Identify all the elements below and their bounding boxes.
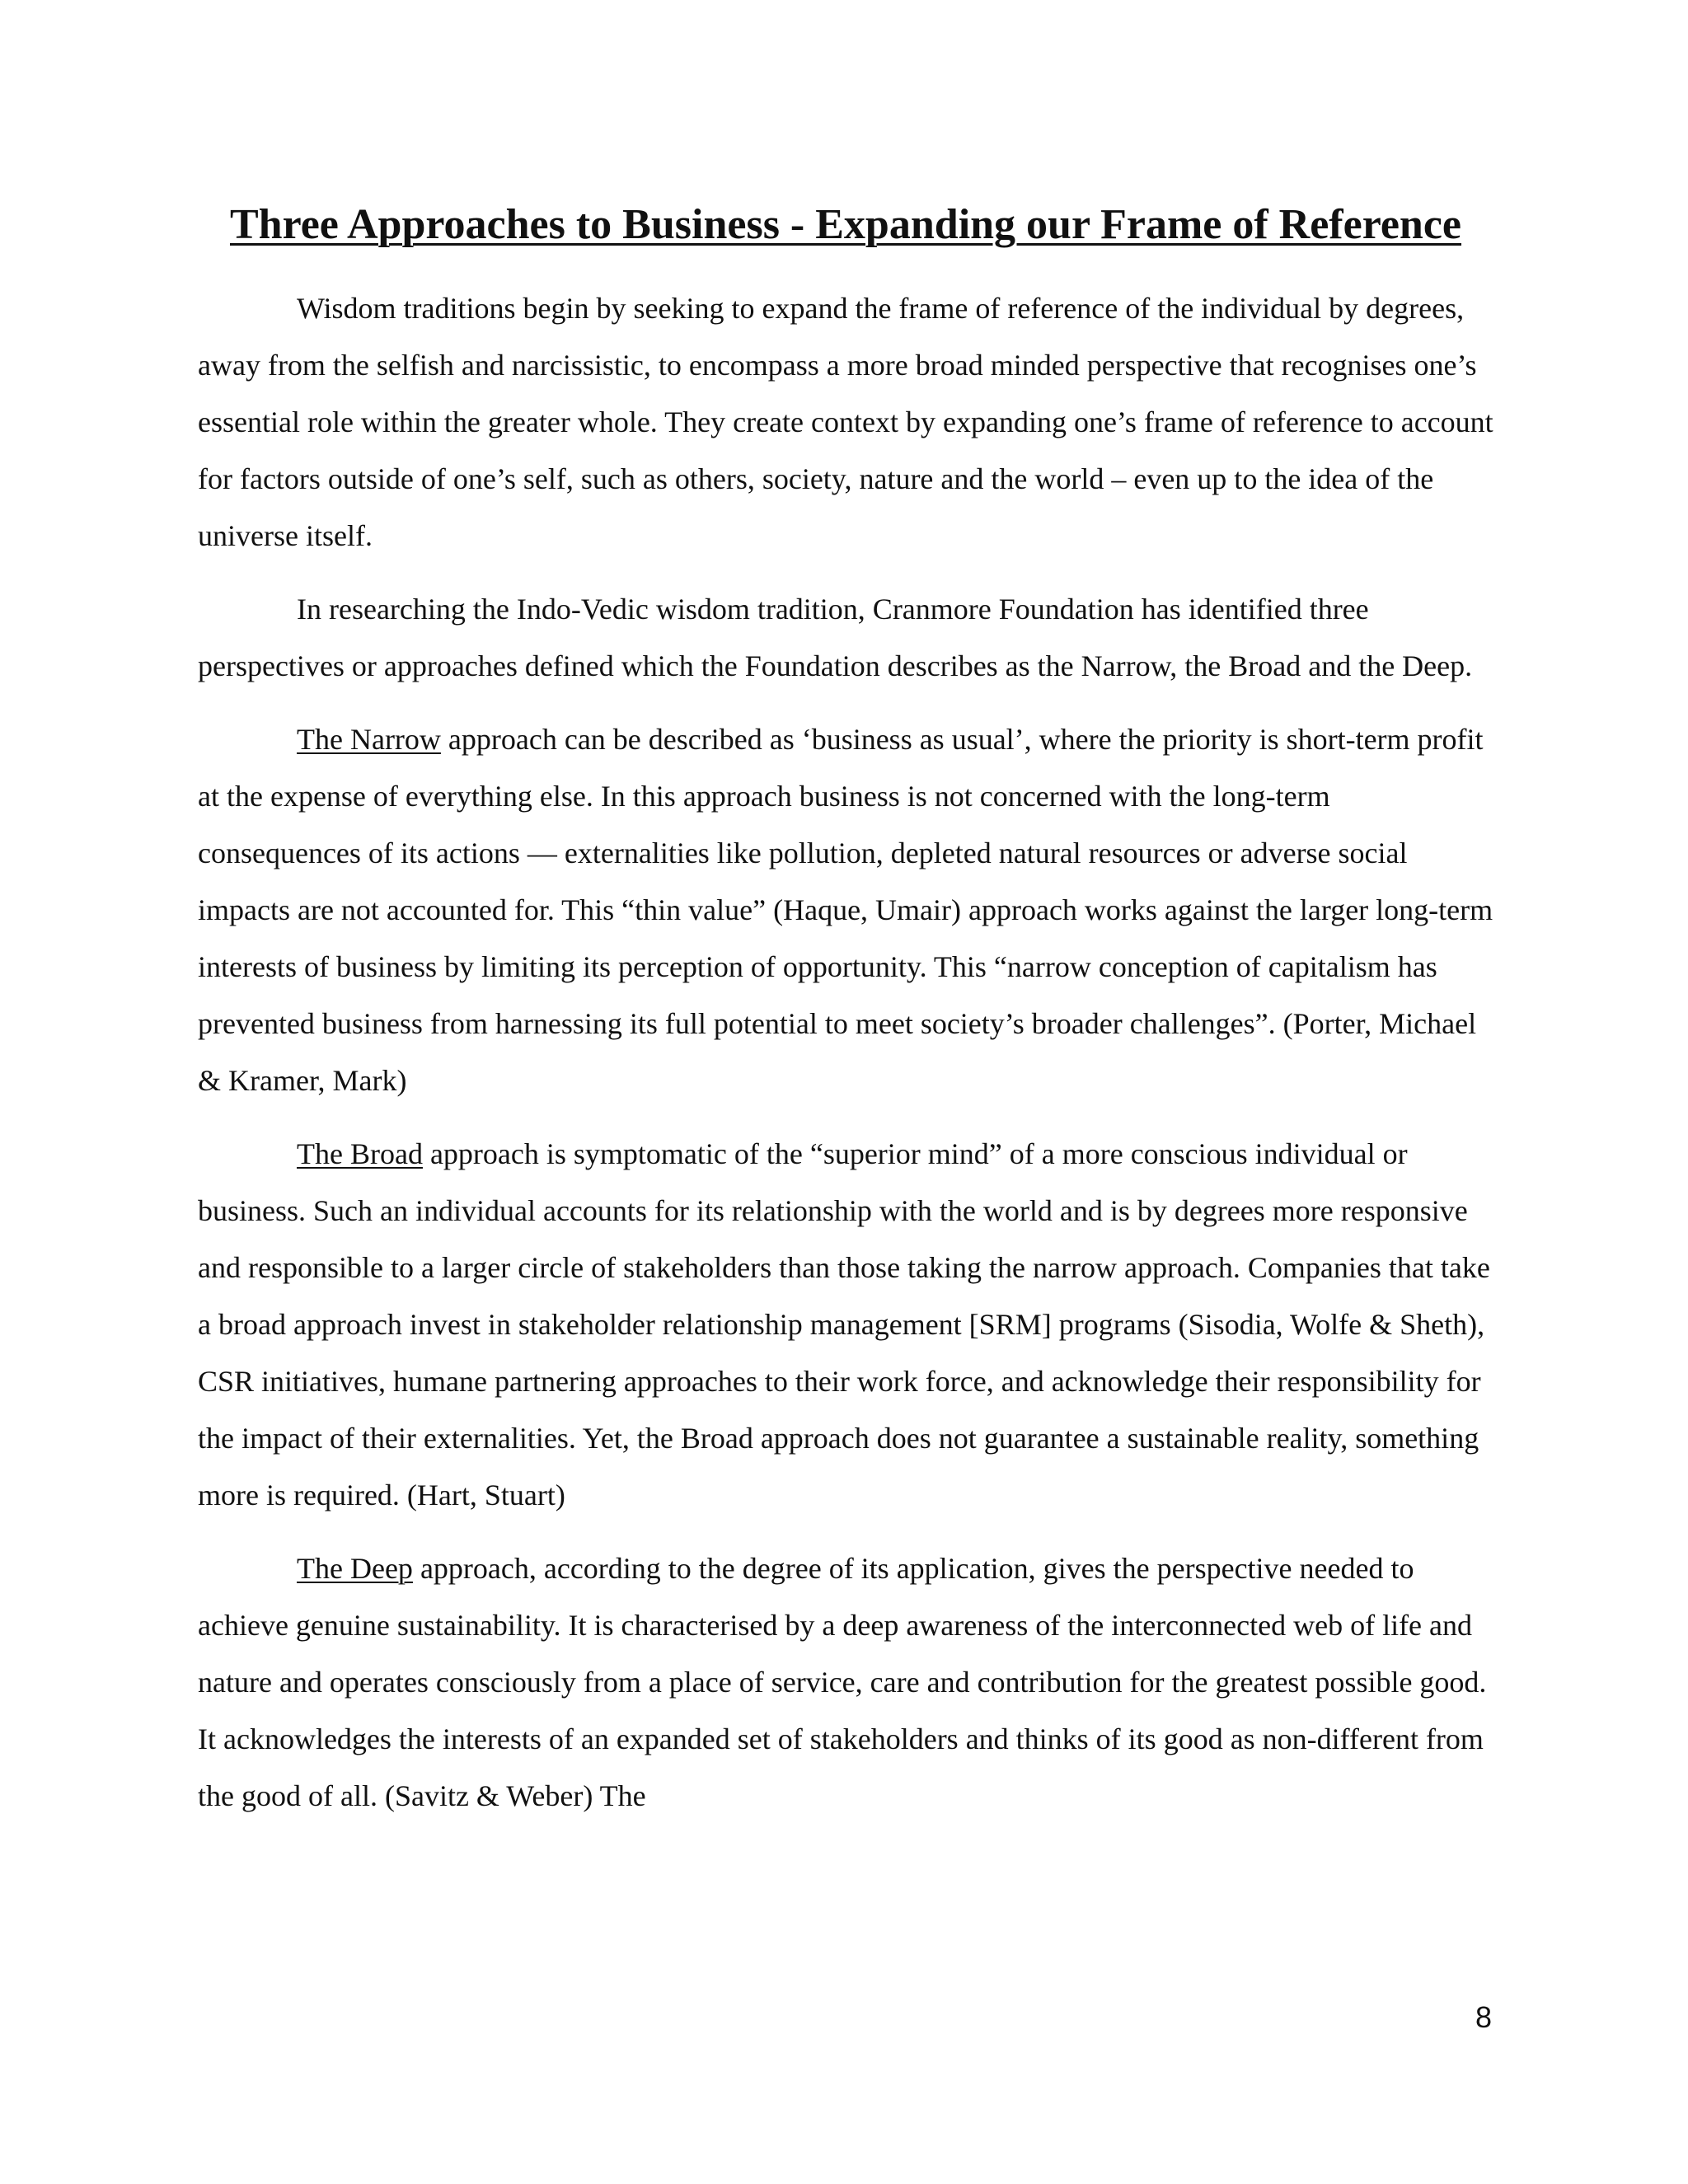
paragraph-broad [198,1126,1496,1524]
page-number: 8 [1475,2000,1492,2034]
paragraph-text: Wisdom traditions begin by seeking to expand the frame of reference of the individual by degrees, away from the selfish and narcissistic, to encompass a more broad minded perspective that recognises one’s essential role within the greater whole. They create context by expanding one’s frame of reference to account for factors outside of one’s self, such as others, society, nature and the world – even up to the idea of the universe itself. [198,292,1493,552]
broad-approach-heading: The Broad [297,1137,423,1170]
body-text [198,280,1496,1841]
paragraph-text: In researching the Indo-Vedic wisdom tradition, Cranmore Foundation has identified three perspectives or approaches defined which the Foundation describes as the Narrow, the Broad and the Deep. [198,593,1473,682]
paragraph-deep [198,1540,1496,1825]
narrow-approach-heading: The Narrow [297,723,441,756]
paragraph-text: approach can be described as ‘business as usual’, where the priority is short-term profit at the expense of everything else. In this approach business is not concerned with the long-term consequences of its actions — externalities like pollution, depleted natural resources or adverse social impacts are not accounted for. This “thin value” (Haque, Umair) approach works against the larger long-term interests of business by limiting its perception of opportunity. This “narrow conception of capitalism has prevented business from harnessing its full potential to meet society’s broader challenges”. (Porter, Michael & Kramer, Mark) [198,723,1493,1097]
paragraph-text: approach is symptomatic of the “superior mind” of a more conscious individual or business. Such an individual accounts for its relationship with the world and is by degrees more responsive and responsible to a larger circle of stakeholders than those taking the narrow approach. Companies that take a broad approach invest in stakeholder relationship management [SRM] programs (Sisodia, Wolfe & Sheth), CSR initiatives, humane partnering approaches to their work force, and acknowledge their responsibility for the impact of their externalities. Yet, the Broad approach does not guarantee a sustainable reality, something more is required. (Hart, Stuart) [198,1137,1490,1511]
deep-approach-heading: The Deep [297,1552,413,1585]
paragraph-narrow [198,711,1496,1109]
page-title: Three Approaches to Business - Expanding our Frame of Reference [229,201,1462,248]
paragraph-text: approach, according to the degree of its application, gives the perspective needed to achieve genuine sustainability. It is characterised by a deep awareness of the interconnected web of life and nature and operates consciously from a place of service, care and contribution for the greatest possible good. It acknowledges the interests of an expanded set of stakeholders and thinks of its good as non-different from the good of all. (Savitz & Weber) The [198,1552,1487,1812]
paragraph-research [198,581,1496,695]
paragraph-intro [198,280,1496,565]
